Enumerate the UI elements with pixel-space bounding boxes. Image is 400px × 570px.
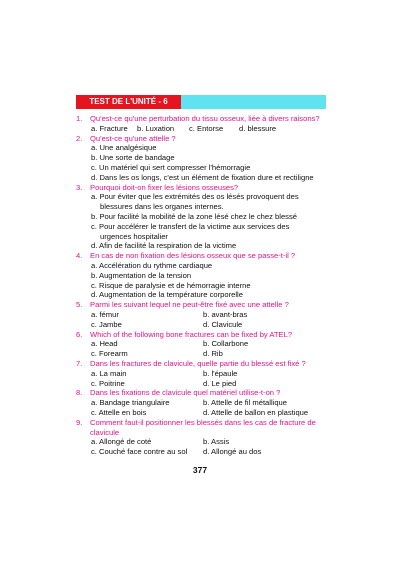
option-d: d. Dans les os longs, c'est un élément de fixation dure et rectiligne xyxy=(91,172,314,182)
question-prompt: Dans les fractures de clavicule, quelle partie du blessé est fixé ? xyxy=(90,358,306,368)
question-number: 4. xyxy=(76,251,83,261)
question-number: 1. xyxy=(76,114,83,123)
page-number: 377 xyxy=(192,465,208,475)
question-prompt: Dans les fixations de clavicule quel matériel utilise-t-on ? xyxy=(90,388,281,398)
question-text xyxy=(76,300,336,310)
question-6 xyxy=(76,330,336,359)
option-d: d. Allongé au dos xyxy=(203,447,262,457)
option-c: c. Jambe xyxy=(91,319,122,329)
option-c-continued: urgences hospitalier xyxy=(100,231,168,241)
option-a: a. Accélération du rythme cardiaque xyxy=(91,260,213,270)
question-number: 5. xyxy=(76,300,83,310)
option-d: d. Rib xyxy=(203,349,223,359)
option-c: c. Risque de paralysie et de hémorragie interne xyxy=(91,280,251,290)
question-text xyxy=(76,359,336,369)
option-a: a. Fracture xyxy=(91,123,128,133)
question-prompt: Pourquoi doit-on fixer les lésions osseuses? xyxy=(90,182,239,192)
option-a: a. Allongé de coté xyxy=(91,437,152,447)
option-a: a. fémur xyxy=(91,309,119,319)
option-d: d. Le pied xyxy=(203,378,237,388)
option-b: b. Une sorte de bandage xyxy=(91,153,175,163)
option-d: d. Afin de facilité la respiration de la victime xyxy=(91,241,237,251)
question-text xyxy=(76,418,336,428)
option-b: b. Assis xyxy=(203,437,230,447)
option-a: a. Head xyxy=(91,339,118,349)
option-b: b. l'épaule xyxy=(203,368,238,378)
option-c: c. Poitrine xyxy=(91,378,125,388)
question-text xyxy=(76,114,336,124)
question-text xyxy=(76,183,336,193)
option-d: d. Clavicule xyxy=(203,319,243,329)
option-d: d. Augmentation de la température corporelle xyxy=(91,290,243,300)
section-banner xyxy=(76,95,326,109)
question-prompt: En cas de non fixation des lésions osseux que se passe-t-il ? xyxy=(90,251,296,261)
option-b: b. Collarbone xyxy=(203,339,249,349)
question-prompt: Qu'est-ce qu'une perturbation du tissu osseux, liée à divers raisons? xyxy=(90,114,320,123)
question-list xyxy=(76,114,336,457)
option-c: c. Forearm xyxy=(91,349,128,359)
question-text xyxy=(76,388,336,398)
option-c: c. Attelle en bois xyxy=(91,407,147,417)
option-b: b. Pour facilité la mobilité de la zone lésé chez le chez blessé xyxy=(91,211,297,221)
option-c: c. Un matériel qui sert compresser l'hémorragie xyxy=(91,162,251,172)
question-number: 9. xyxy=(76,417,83,427)
question-3 xyxy=(76,183,336,252)
option-c: c. Entorse xyxy=(189,123,224,133)
question-8 xyxy=(76,388,336,417)
option-c: c. Pour accélérer le transfert de la victime aux services des xyxy=(91,221,290,231)
question-2 xyxy=(76,134,336,183)
question-prompt: Which of the following bone fractures can be fixed by ATEL? xyxy=(90,329,293,339)
option-a-continued: blessures dans les organes internes. xyxy=(100,202,224,212)
question-number: 7. xyxy=(76,358,83,368)
question-7 xyxy=(76,359,336,388)
question-1 xyxy=(76,114,336,134)
question-number: 2. xyxy=(76,133,83,143)
banner-title: TEST DE L'UNITÉ - 6 xyxy=(76,95,181,109)
question-prompt: Qu'est-ce qu'une attelle ? xyxy=(90,133,176,143)
banner-accent xyxy=(181,95,326,109)
question-prompt: Parmi les suivant lequel ne peut-être fixé avec une attelle ? xyxy=(90,300,289,310)
question-prompt: Comment faut-il positionner les blessés dans les cas de fracture de xyxy=(90,417,316,427)
option-b: b. Attelle de fil métallique xyxy=(203,398,288,408)
option-a: a. Une analgésique xyxy=(91,143,157,153)
question-prompt-continued: clavicule xyxy=(90,427,120,437)
question-number: 8. xyxy=(76,388,83,398)
option-c: c. Couché face contre au sol xyxy=(91,447,188,457)
option-b: b. Augmentation de la tension xyxy=(91,270,192,280)
question-number: 3. xyxy=(76,182,83,192)
option-b: b. avant-bras xyxy=(203,309,248,319)
question-number: 6. xyxy=(76,329,83,339)
option-d: d. blessure xyxy=(239,123,277,133)
question-9 xyxy=(76,418,336,457)
option-a: a. Bandage triangulaire xyxy=(91,398,170,408)
option-b: b. Luxation xyxy=(137,123,175,133)
question-text xyxy=(76,134,336,144)
option-a: a. Pour éviter que les extrémités des os lésés provoquent des xyxy=(91,192,299,202)
question-text-continued xyxy=(76,428,336,438)
question-text xyxy=(76,251,336,261)
question-4 xyxy=(76,251,336,300)
option-a: a. La main xyxy=(91,368,127,378)
question-text xyxy=(76,330,336,340)
question-5 xyxy=(76,300,336,329)
option-d: d. Attelle de ballon en plastique xyxy=(203,407,309,417)
